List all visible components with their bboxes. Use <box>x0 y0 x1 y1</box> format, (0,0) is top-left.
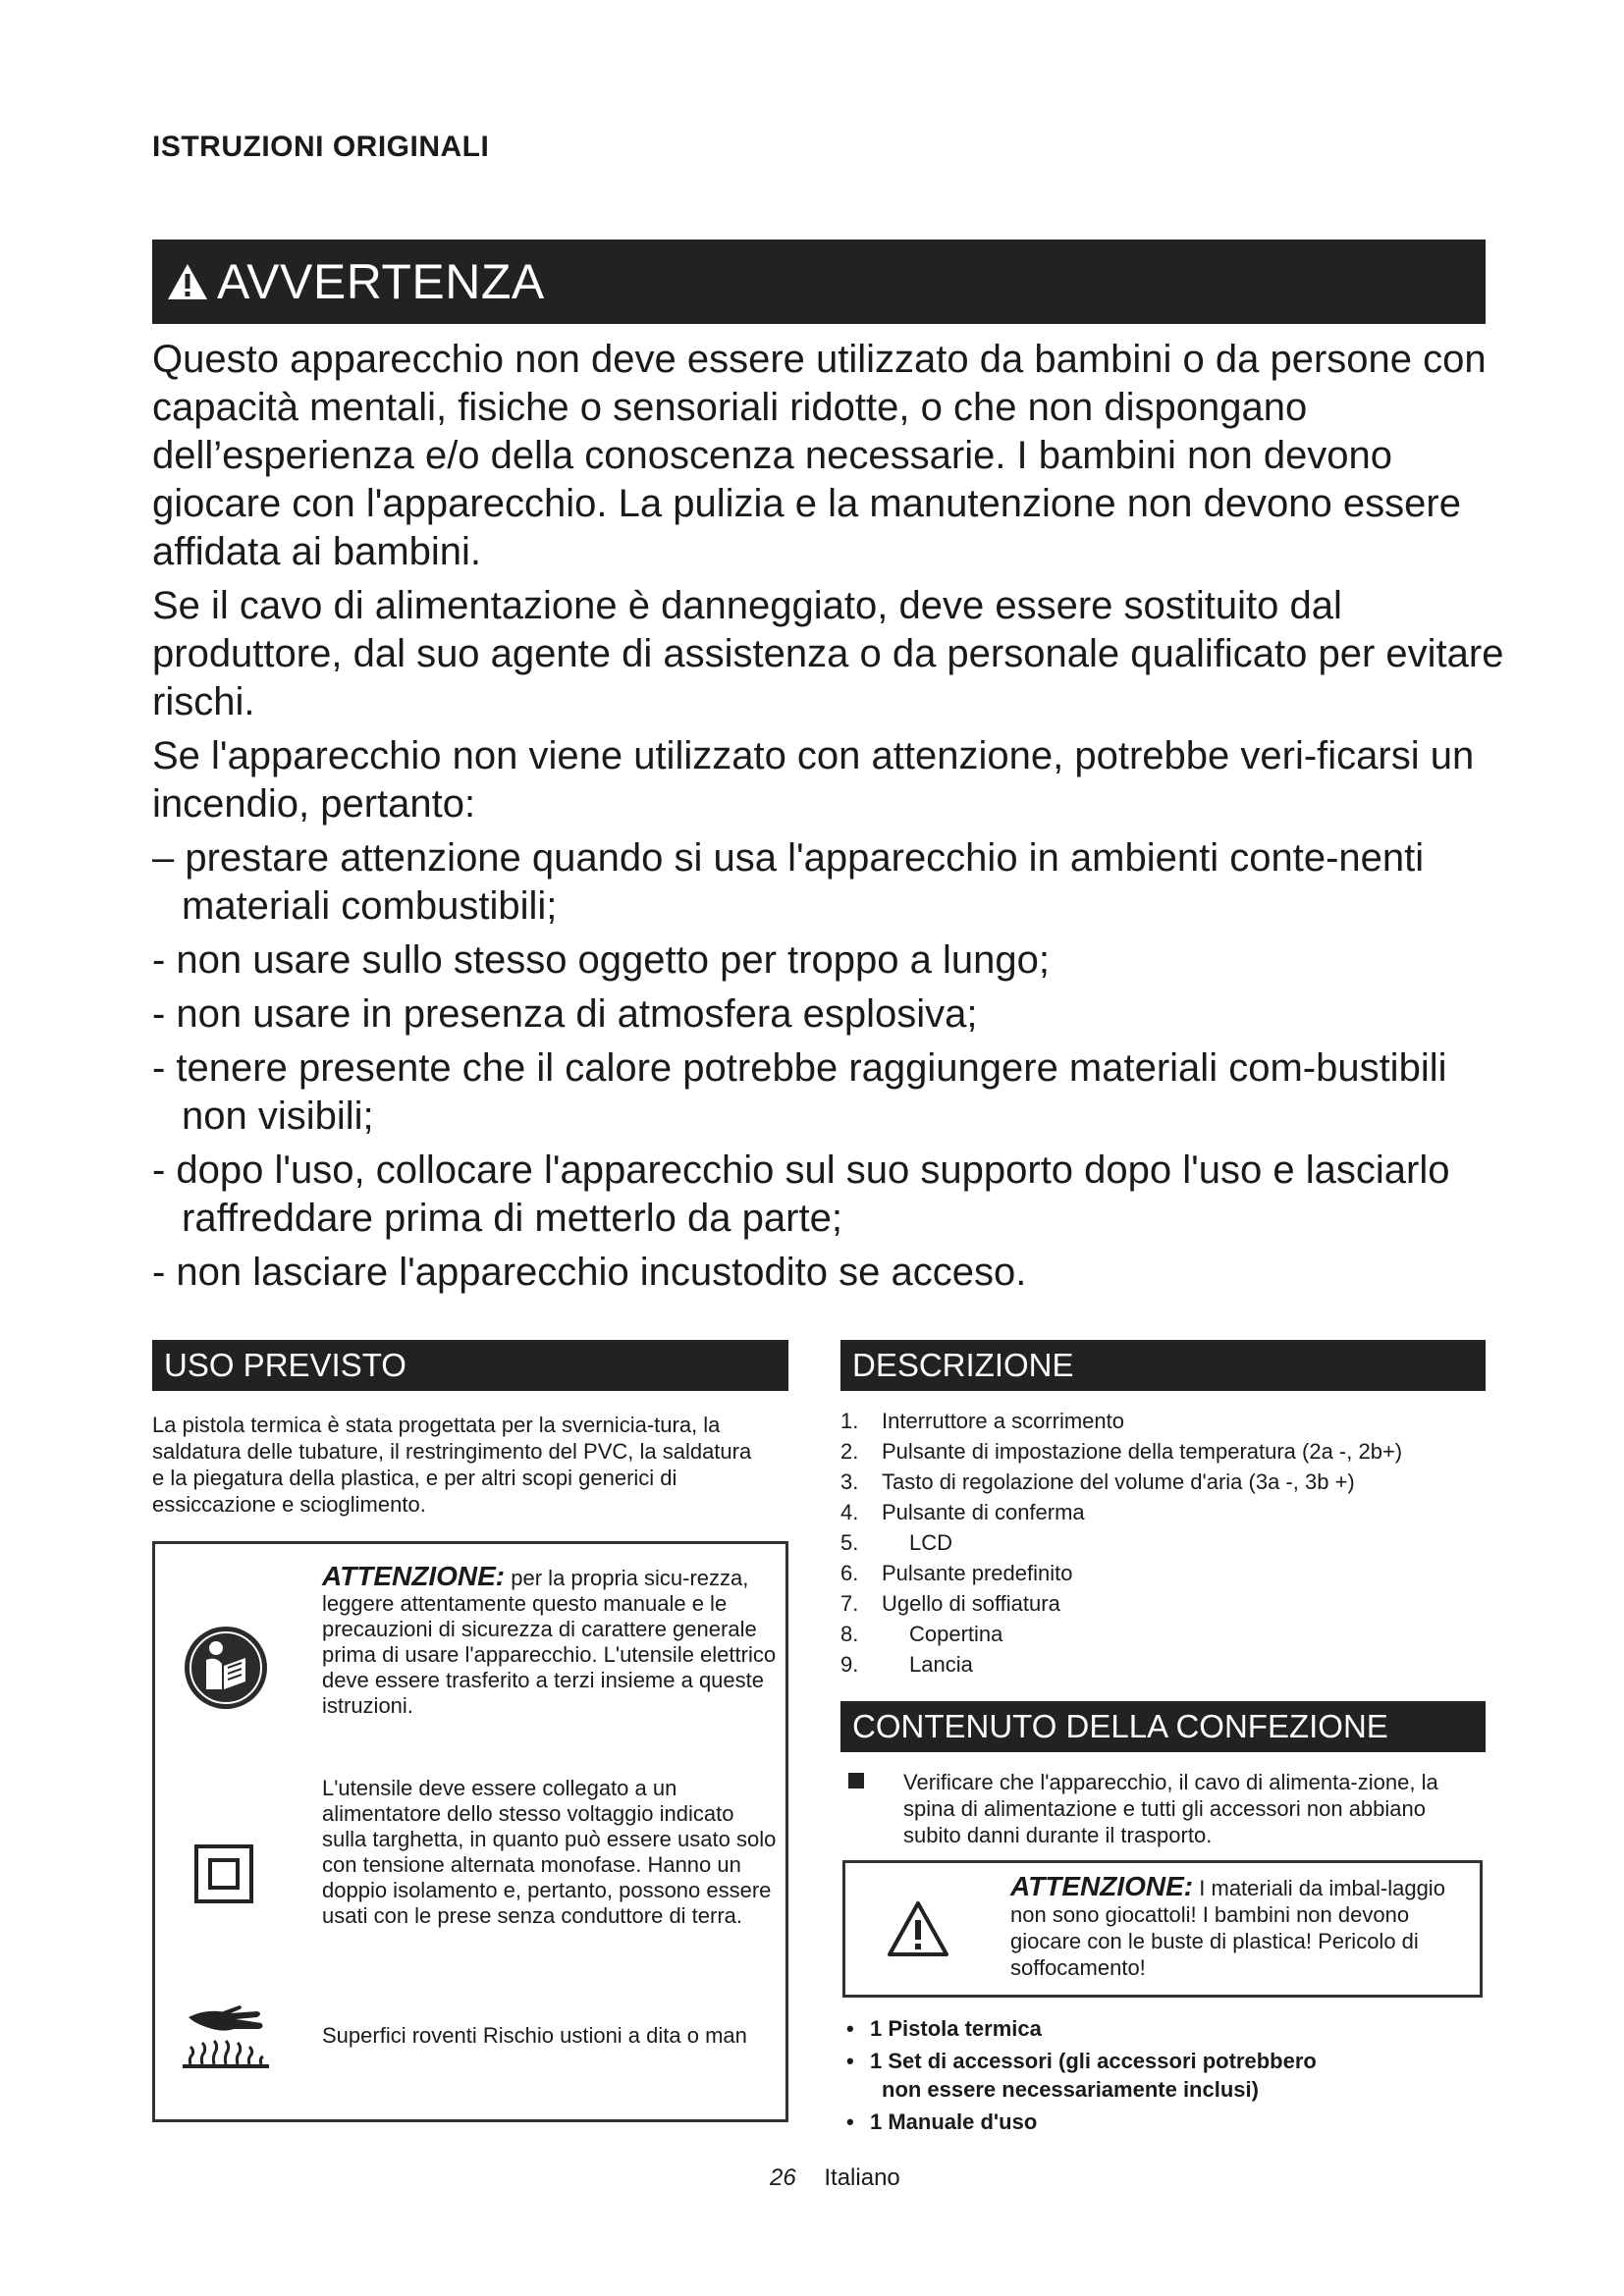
list-item: 7. Ugello di soffiatura <box>840 1591 1060 1616</box>
list-item: 9. Lancia <box>840 1652 973 1677</box>
list-item: • 1 Manuale d'uso <box>846 2109 1038 2134</box>
warning-paragraph: Se il cavo di alimentazione è danneggiato, deve essere sostituito dal produttore, dal suo agente di assistenza o da personale qualificato per evitare rischi. <box>152 584 1504 723</box>
list-item: 8. Copertina <box>840 1622 1003 1646</box>
attention-label: ATTENZIONE: <box>322 1561 506 1591</box>
safety-info-box <box>152 1541 788 2122</box>
attention-text: per la propria sicu-rezza, leggere attentamente questo manuale e le precauzioni di sicurezza di carattere generale prima di usare l'apparecchio. L'utensile elettrico deve essere trasferito a terzi insieme a queste istruzioni. <box>322 1566 777 1718</box>
list-item: 4. Pulsante di conferma <box>840 1500 1085 1524</box>
attention-paragraph <box>322 1561 784 1719</box>
hot-surface-text: Superfici roventi Rischio ustioni a dita o man <box>322 2023 747 2048</box>
section-title-uso-previsto: USO PREVISTO <box>152 1340 788 1391</box>
warning-paragraph: Questo apparecchio non deve essere utilizzato da bambini o da persone con capacità mentali, fisiche o sensoriali ridotte, o che non dispongano dell’esperienza e/o della conoscenza necessarie. I bambini non devono giocare con l'apparecchio. La pulizia e la manutenzione non devono essere affidata ai bambini. <box>152 338 1487 573</box>
transport-check-text: Verificare che l'apparecchio, il cavo di alimenta-zione, la spina di alimentazione e tutti gli accessori non abbiano subito danni durante il trasporto. <box>903 1770 1438 1847</box>
warning-item: - non lasciare l'apparecchio incustodito se acceso. <box>152 1251 1027 1294</box>
double-insulation-icon <box>194 1844 253 1903</box>
intended-use-text: La pistola termica è stata progettata per la svernicia-tura, la saldatura delle tubature, il restringimento del PVC, la saldatura e la piegatura della plastica, e per altri scopi generici di essiccazione e scioglimento. <box>152 1413 752 1517</box>
packaging-warning-text: I materiali da imbal-laggio non sono giocattoli! I bambini non devono giocare con le buste di plastica! Pericolo di soffocamento! <box>1010 1876 1445 1980</box>
page-number: 26 <box>770 2164 796 2191</box>
list-item: 6. Pulsante predefinito <box>840 1561 1073 1585</box>
warning-paragraph: Se l'apparecchio non viene utilizzato con attenzione, potrebbe veri-ficarsi un incendio, pertanto: <box>152 734 1475 826</box>
section-title-descrizione: DESCRIZIONE <box>840 1340 1486 1391</box>
list-item: 5. LCD <box>840 1530 953 1555</box>
list-item: • 1 Set di accessori (gli accessori potrebbero non essere necessariamente inclusi) <box>846 2049 1317 2102</box>
list-item: 3. Tasto di regolazione del volume d'aria (3a -, 3b +) <box>840 1469 1355 1494</box>
section-title-confezione: CONTENUTO DELLA CONFEZIONE <box>840 1701 1486 1752</box>
warning-body <box>152 336 1507 1303</box>
warning-item: - non usare sullo stesso oggetto per troppo a lungo; <box>152 938 1050 982</box>
warning-item: – prestare attenzione quando si usa l'apparecchio in ambienti conte-nenti materiali combustibili; <box>152 836 1425 928</box>
warning-triangle-icon <box>887 1900 949 1957</box>
page-footer <box>770 2164 900 2192</box>
transport-check <box>840 1769 1489 1848</box>
description-list <box>840 1406 1489 1680</box>
document-header: ISTRUZIONI ORIGINALI <box>152 131 490 163</box>
warning-banner <box>152 240 1486 324</box>
insulation-text: L'utensile deve essere collegato a un alimentatore dello stesso voltaggio indicato sulla targhetta, in quanto può essere usato solo con tensione alternata monofase. Hanno un doppio isolamento e, pertanto, possono essere usati con le prese senza conduttore di terra. <box>322 1776 777 1928</box>
hot-surface-icon <box>179 2003 273 2072</box>
warning-item: - tenere presente che il calore potrebbe raggiungere materiali com-bustibili non visibili; <box>152 1046 1447 1138</box>
list-item: 2. Pulsante di impostazione della temperatura (2a -, 2b+) <box>840 1439 1403 1464</box>
warning-item: - dopo l'uso, collocare l'apparecchio sul suo supporto dopo l'uso e lasciarlo raffreddare prima di metterlo da parte; <box>152 1148 1450 1240</box>
package-contents-list <box>840 2014 1489 2140</box>
list-item: • 1 Pistola termica <box>846 2016 1042 2041</box>
list-item: 1. Interruttore a scorrimento <box>840 1409 1124 1433</box>
footer-language: Italiano <box>824 2164 900 2191</box>
warning-title: AVVERTENZA <box>217 254 545 309</box>
attention-label: ATTENZIONE: <box>1010 1871 1194 1901</box>
warning-item: - non usare in presenza di atmosfera esplosiva; <box>152 992 978 1036</box>
square-bullet-icon <box>848 1773 864 1789</box>
warning-triangle-icon <box>166 262 209 301</box>
packaging-warning-box <box>842 1860 1483 1998</box>
packaging-warning-paragraph <box>1010 1873 1472 1981</box>
read-manual-icon <box>183 1625 269 1711</box>
